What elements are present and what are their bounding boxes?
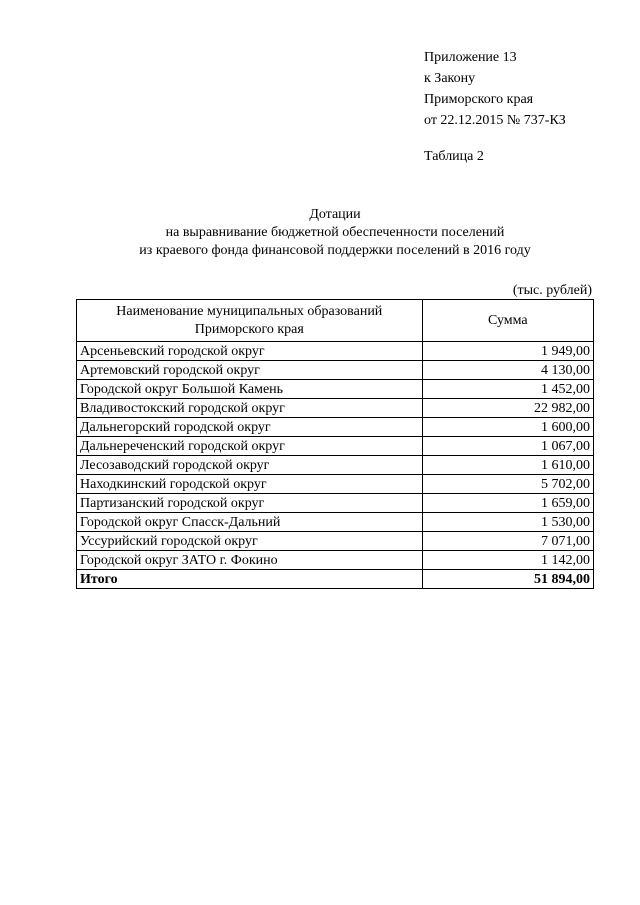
table-row	[77, 399, 594, 418]
table-row	[77, 494, 594, 513]
row-name: Городской округ Спасск-Дальний	[77, 513, 423, 532]
row-sum: 22 982,00	[422, 399, 593, 418]
table-row	[77, 475, 594, 494]
row-sum: 1 659,00	[422, 494, 593, 513]
document-heading	[0, 206, 640, 260]
subsidies-table	[76, 299, 594, 589]
appendix-line-2: к Закону	[424, 71, 476, 86]
row-name: Уссурийский городской округ	[77, 532, 423, 551]
row-sum: 1 452,00	[422, 380, 593, 399]
header-name: Наименование муниципальных образований Приморского края	[77, 300, 423, 342]
table-header-row	[77, 300, 594, 342]
total-row	[77, 570, 594, 589]
table-row	[77, 380, 594, 399]
row-name: Владивостокский городской округ	[77, 399, 423, 418]
row-name: Партизанский городской округ	[77, 494, 423, 513]
table-row	[77, 551, 594, 570]
row-sum: 1 142,00	[422, 551, 593, 570]
row-name: Арсеньевский городской округ	[77, 342, 423, 361]
row-sum: 4 130,00	[422, 361, 593, 380]
row-name: Городской округ Большой Камень	[77, 380, 423, 399]
table-row	[77, 342, 594, 361]
row-sum: 5 702,00	[422, 475, 593, 494]
row-sum: 1 610,00	[422, 456, 593, 475]
row-sum: 1 600,00	[422, 418, 593, 437]
total-sum: 51 894,00	[422, 570, 593, 589]
table-row	[77, 418, 594, 437]
row-name: Находкинский городской округ	[77, 475, 423, 494]
total-label: Итого	[77, 570, 423, 589]
row-name: Городской округ ЗАТО г. Фокино	[77, 551, 423, 570]
units-label: (тыс. рублей)	[512, 283, 592, 298]
row-name: Дальнегорский городской округ	[77, 418, 423, 437]
row-sum: 1 949,00	[422, 342, 593, 361]
table-row	[77, 532, 594, 551]
row-sum: 1 530,00	[422, 513, 593, 532]
table-number: Таблица 2	[424, 149, 484, 164]
appendix-line-4: от 22.12.2015 № 737-КЗ	[424, 113, 566, 128]
appendix-line-3: Приморского края	[424, 92, 534, 107]
row-name: Дальнереченский городской округ	[77, 437, 423, 456]
table-row	[77, 437, 594, 456]
row-sum: 7 071,00	[422, 532, 593, 551]
row-sum: 1 067,00	[422, 437, 593, 456]
heading-line-2: на выравнивание бюджетной обеспеченности поселений	[165, 225, 505, 240]
heading-line-1: Дотации	[309, 207, 361, 222]
header-sum: Сумма	[422, 300, 593, 342]
heading-line-3: из краевого фонда финансовой поддержки поселений в 2016 году	[139, 243, 531, 258]
table-row	[77, 513, 594, 532]
row-name: Лесозаводский городской округ	[77, 456, 423, 475]
appendix-reference	[424, 47, 566, 131]
table-row	[77, 361, 594, 380]
row-name: Артемовский городской округ	[77, 361, 423, 380]
appendix-line-1: Приложение 13	[424, 50, 517, 65]
table-row	[77, 456, 594, 475]
